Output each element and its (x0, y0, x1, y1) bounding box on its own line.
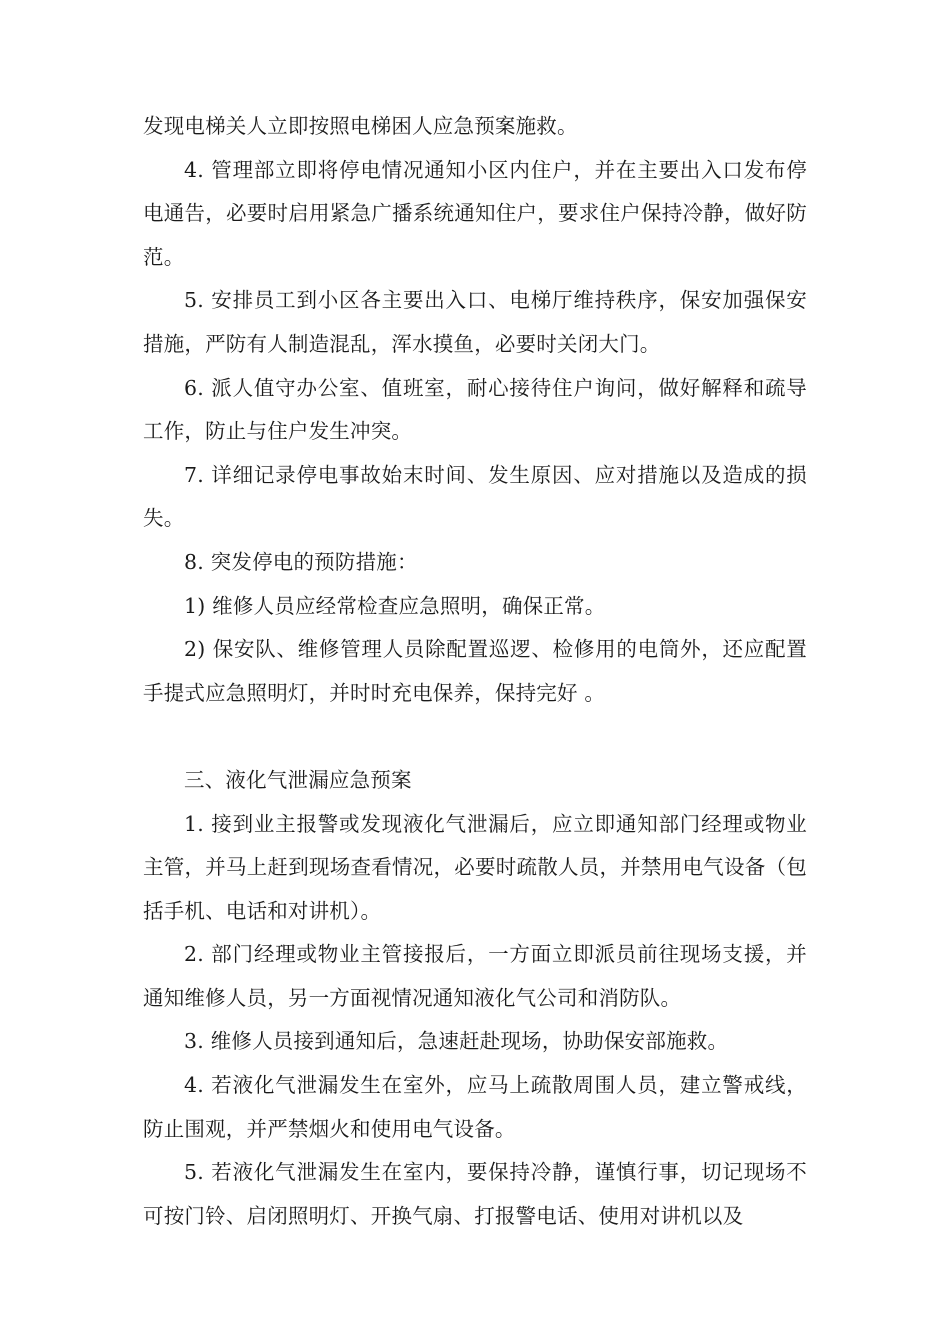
paragraph-item-7: 7. 详细记录停电事故始末时间、发生原因、应对措施以及造成的损失。 (143, 462, 807, 531)
section-paragraph-4: 4. 若液化气泄漏发生在室外，应马上疏散周围人员，建立警戒线，防止围观，并严禁烟火和使用电气设备。 (143, 1073, 807, 1141)
section-heading: 三、液化气泄漏应急预案 (184, 767, 412, 792)
paragraph-item-5: 5. 安排员工到小区各主要出入口、电梯厅维持秩序，保安加强保安措施，严防有人制造混乱，浑水摸鱼，必要时关闭大门。 (143, 288, 807, 356)
section-paragraph-1: 1. 接到业主报警或发现液化气泄漏后，应立即通知部门经理或物业主管，并马上赶到现场查看情况，必要时疏散人员，并禁用电气设备（包括手机、电话和对讲机）。 (143, 811, 807, 923)
section-paragraph-2: 2. 部门经理或物业主管接报后，一方面立即派员前往现场支援，并通知维修人员，另一方面视情况通知液化气公司和消防队。 (143, 942, 807, 1010)
paragraph-item-4: 4. 管理部立即将停电情况通知小区内住户，并在主要出入口发布停电通告，必要时启用紧急广播系统通知住户，要求住户保持冷静，做好防范。 (143, 157, 807, 269)
section-spacer (143, 715, 807, 759)
paragraph-item-6: 6. 派人值守办公室、值班室，耐心接待住户询问，做好解释和疏导工作，防止与住户发生冲突。 (143, 375, 807, 444)
section-paragraph-3: 3. 维修人员接到通知后，急速赶赴现场，协助保安部施救。 (184, 1029, 729, 1054)
paragraph-sub-2: 2) 保安队、维修管理人员除配置巡逻、检修用的电筒外，还应配置手提式应急照明灯，并时时充电保养，保持完好 。 (143, 637, 807, 705)
paragraph-continuation: 发现电梯关人立即按照电梯困人应急预案施救。 (143, 114, 578, 138)
document-body (143, 105, 807, 1238)
paragraph-sub-1: 1) 维修人员应经常检查应急照明，确保正常。 (184, 593, 606, 618)
paragraph-item-8: 8. 突发停电的预防措施： (184, 549, 418, 574)
section-paragraph-5: 5. 若液化气泄漏发生在室内，要保持冷静，谨慎行事，切记现场不可按门铃、启闭照明灯、开换气扇、打报警电话、使用对讲机以及 (143, 1160, 807, 1228)
